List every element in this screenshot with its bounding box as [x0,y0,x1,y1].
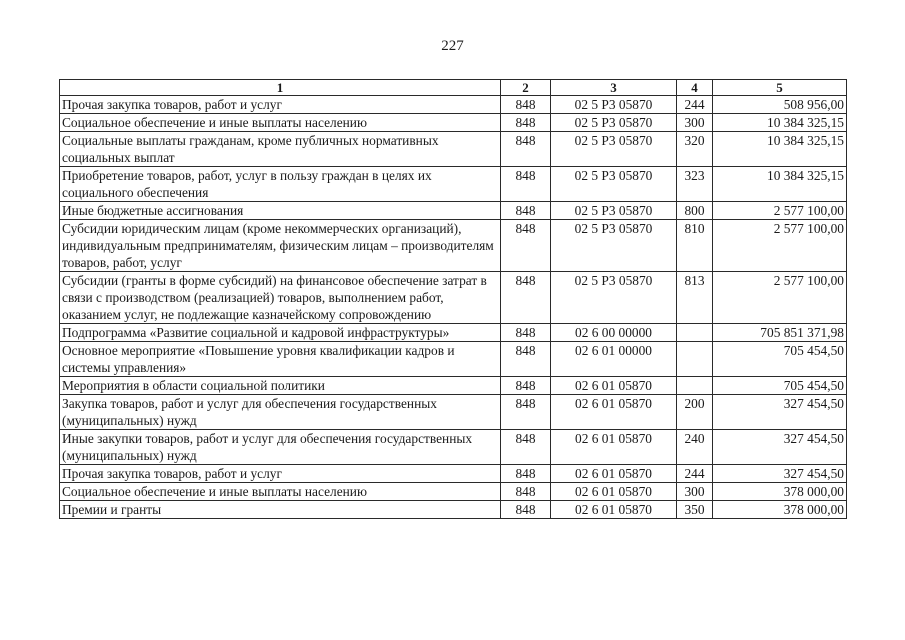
row-name-cell: Социальные выплаты гражданам, кроме публичных нормативных социальных выплат [60,132,501,167]
row-target-cell: 02 6 00 00000 [551,324,677,342]
row-name-cell: Приобретение товаров, работ, услуг в пользу граждан в целях их социального обеспечения [60,167,501,202]
column-header-target: 3 [551,80,677,96]
row-amount-cell: 327 454,50 [713,465,847,483]
column-header-name: 1 [60,80,501,96]
row-target-cell: 02 5 P3 05870 [551,220,677,272]
row-amount-cell: 327 454,50 [713,395,847,430]
row-name-cell: Субсидии юридическим лицам (кроме некоммерческих организаций), индивидуальным предпринимателям, физическим лицам – производителям товаров, работ, услуг [60,220,501,272]
row-amount-cell: 705 851 371,98 [713,324,847,342]
row-target-cell: 02 5 P3 05870 [551,132,677,167]
row-type-cell: 323 [677,167,713,202]
row-ministry-cell: 848 [501,483,551,501]
row-target-cell: 02 6 01 00000 [551,342,677,377]
row-name-cell: Прочая закупка товаров, работ и услуг [60,96,501,114]
table-row [60,132,847,167]
row-name-cell: Иные бюджетные ассигнования [60,202,501,220]
row-amount-cell: 2 577 100,00 [713,272,847,324]
row-amount-cell: 378 000,00 [713,483,847,501]
row-type-cell: 244 [677,465,713,483]
row-ministry-cell: 848 [501,272,551,324]
row-name-cell: Мероприятия в области социальной политики [60,377,501,395]
row-target-cell: 02 5 P3 05870 [551,114,677,132]
column-header-amount: 5 [713,80,847,96]
row-amount-cell: 705 454,50 [713,377,847,395]
row-ministry-cell: 848 [501,430,551,465]
row-type-cell: 813 [677,272,713,324]
row-amount-cell: 705 454,50 [713,342,847,377]
column-header-ministry: 2 [501,80,551,96]
row-ministry-cell: 848 [501,395,551,430]
row-ministry-cell: 848 [501,501,551,519]
row-target-cell: 02 5 P3 05870 [551,167,677,202]
row-name-cell: Прочая закупка товаров, работ и услуг [60,465,501,483]
row-ministry-cell: 848 [501,167,551,202]
table-row [60,114,847,132]
table-row [60,483,847,501]
row-name-cell: Субсидии (гранты в форме субсидий) на финансовое обеспечение затрат в связи с производством (реализацией) товаров, выполнением работ, оказанием услуг, не подлежащие казначейскому сопровождению [60,272,501,324]
row-target-cell: 02 5 P3 05870 [551,96,677,114]
row-name-cell: Социальное обеспечение и иные выплаты населению [60,114,501,132]
table-header-row [60,80,847,96]
row-type-cell: 240 [677,430,713,465]
row-amount-cell: 10 384 325,15 [713,132,847,167]
row-type-cell: 350 [677,501,713,519]
row-amount-cell: 10 384 325,15 [713,114,847,132]
row-type-cell [677,377,713,395]
row-target-cell: 02 6 01 05870 [551,483,677,501]
row-amount-cell: 378 000,00 [713,501,847,519]
table-row [60,324,847,342]
table-row [60,430,847,465]
row-type-cell: 200 [677,395,713,430]
row-amount-cell: 508 956,00 [713,96,847,114]
row-ministry-cell: 848 [501,377,551,395]
table-row [60,167,847,202]
table-row [60,272,847,324]
row-name-cell: Социальное обеспечение и иные выплаты населению [60,483,501,501]
table-row [60,501,847,519]
budget-table [59,79,847,519]
row-ministry-cell: 848 [501,220,551,272]
row-type-cell: 800 [677,202,713,220]
table-row [60,220,847,272]
table-row [60,465,847,483]
row-target-cell: 02 6 01 05870 [551,465,677,483]
table-row [60,202,847,220]
row-name-cell: Закупка товаров, работ и услуг для обеспечения государственных (муниципальных) нужд [60,395,501,430]
column-header-type: 4 [677,80,713,96]
row-type-cell: 320 [677,132,713,167]
row-ministry-cell: 848 [501,465,551,483]
row-name-cell: Премии и гранты [60,501,501,519]
row-ministry-cell: 848 [501,202,551,220]
row-target-cell: 02 5 P3 05870 [551,202,677,220]
row-ministry-cell: 848 [501,96,551,114]
row-name-cell: Иные закупки товаров, работ и услуг для обеспечения государственных (муниципальных) нужд [60,430,501,465]
table-row [60,96,847,114]
row-type-cell [677,342,713,377]
row-amount-cell: 2 577 100,00 [713,220,847,272]
row-ministry-cell: 848 [501,342,551,377]
row-target-cell: 02 6 01 05870 [551,395,677,430]
row-amount-cell: 10 384 325,15 [713,167,847,202]
table-row [60,395,847,430]
row-amount-cell: 327 454,50 [713,430,847,465]
row-ministry-cell: 848 [501,114,551,132]
page-number: 227 [441,38,464,54]
row-amount-cell: 2 577 100,00 [713,202,847,220]
row-ministry-cell: 848 [501,132,551,167]
table-row [60,342,847,377]
row-type-cell: 810 [677,220,713,272]
row-target-cell: 02 6 01 05870 [551,377,677,395]
row-type-cell: 300 [677,483,713,501]
row-name-cell: Основное мероприятие «Повышение уровня квалификации кадров и системы управления» [60,342,501,377]
row-type-cell [677,324,713,342]
row-type-cell: 244 [677,96,713,114]
row-name-cell: Подпрограмма «Развитие социальной и кадровой инфраструктуры» [60,324,501,342]
row-ministry-cell: 848 [501,324,551,342]
row-target-cell: 02 6 01 05870 [551,501,677,519]
row-type-cell: 300 [677,114,713,132]
row-target-cell: 02 5 P3 05870 [551,272,677,324]
table-row [60,377,847,395]
row-target-cell: 02 6 01 05870 [551,430,677,465]
